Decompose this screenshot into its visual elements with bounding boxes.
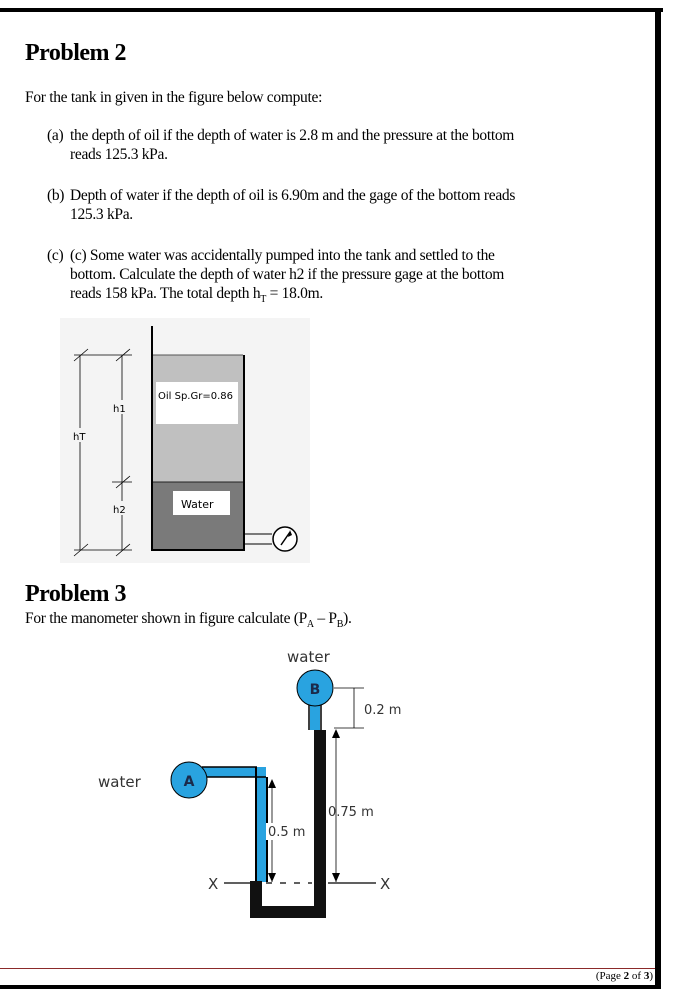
node-a-label: A xyxy=(183,774,195,790)
manometer-figure xyxy=(90,640,420,925)
item-line1: (c) Some water was accidentally pumped into the tank and settled to the xyxy=(70,247,495,264)
dim-0-2: 0.2 m xyxy=(364,703,402,718)
hT-label: hT xyxy=(73,432,86,443)
item-line2: 125.3 kPa. xyxy=(70,206,133,223)
page-border-bottom xyxy=(0,985,661,989)
problem3-intro: For the manometer shown in figure calculate $(P_A - P_B)$. xyxy=(25,610,352,631)
x-left-label: X xyxy=(208,875,219,893)
problem2-item-a xyxy=(47,126,607,164)
item-line2: bottom. Calculate the depth of water h2 if the pressure gage at the bottom xyxy=(70,266,505,283)
water-pipe-a xyxy=(202,772,261,882)
problem2-intro: For the tank in given in the figure below compute: xyxy=(25,89,323,106)
item-label: (c) xyxy=(47,247,64,264)
x-right-label: X xyxy=(380,875,391,893)
oil-label: Oil Sp.Gr=0.86 xyxy=(158,391,233,402)
water-top-label: water xyxy=(287,648,330,666)
item-line1: the depth of oil if the depth of water is 2.8 m and the pressure at the bottom xyxy=(70,127,515,144)
h2-label: h2 xyxy=(113,505,126,516)
item-label: (a) xyxy=(47,127,64,144)
item-line3: reads 158 kPa. The total depth $h_T = 18.0m$. xyxy=(70,285,323,306)
page-border-top xyxy=(0,8,663,12)
page-border-right xyxy=(655,8,661,989)
footer-divider xyxy=(0,968,655,969)
h1-label: h1 xyxy=(113,404,126,415)
problem2-item-c xyxy=(47,246,607,309)
page-number: (Page 2 of 3) xyxy=(595,970,653,982)
node-b-label: B xyxy=(309,682,321,698)
problem2-item-b xyxy=(47,186,607,224)
problem3-title: Problem 3 xyxy=(25,581,127,607)
item-label: (b) xyxy=(47,187,65,204)
item-line1: Depth of water if the depth of oil is 6.90m and the gage of the bottom reads xyxy=(70,187,516,204)
water-label: Water xyxy=(181,498,214,511)
dim-0-75: 0.75 m xyxy=(328,805,374,820)
problem2-title: Problem 2 xyxy=(25,40,127,66)
water-left-label: water xyxy=(98,773,141,791)
item-line2: reads 125.3 kPa. xyxy=(70,146,168,163)
tank-figure xyxy=(60,318,310,563)
dim-0-5: 0.5 m xyxy=(268,825,306,840)
